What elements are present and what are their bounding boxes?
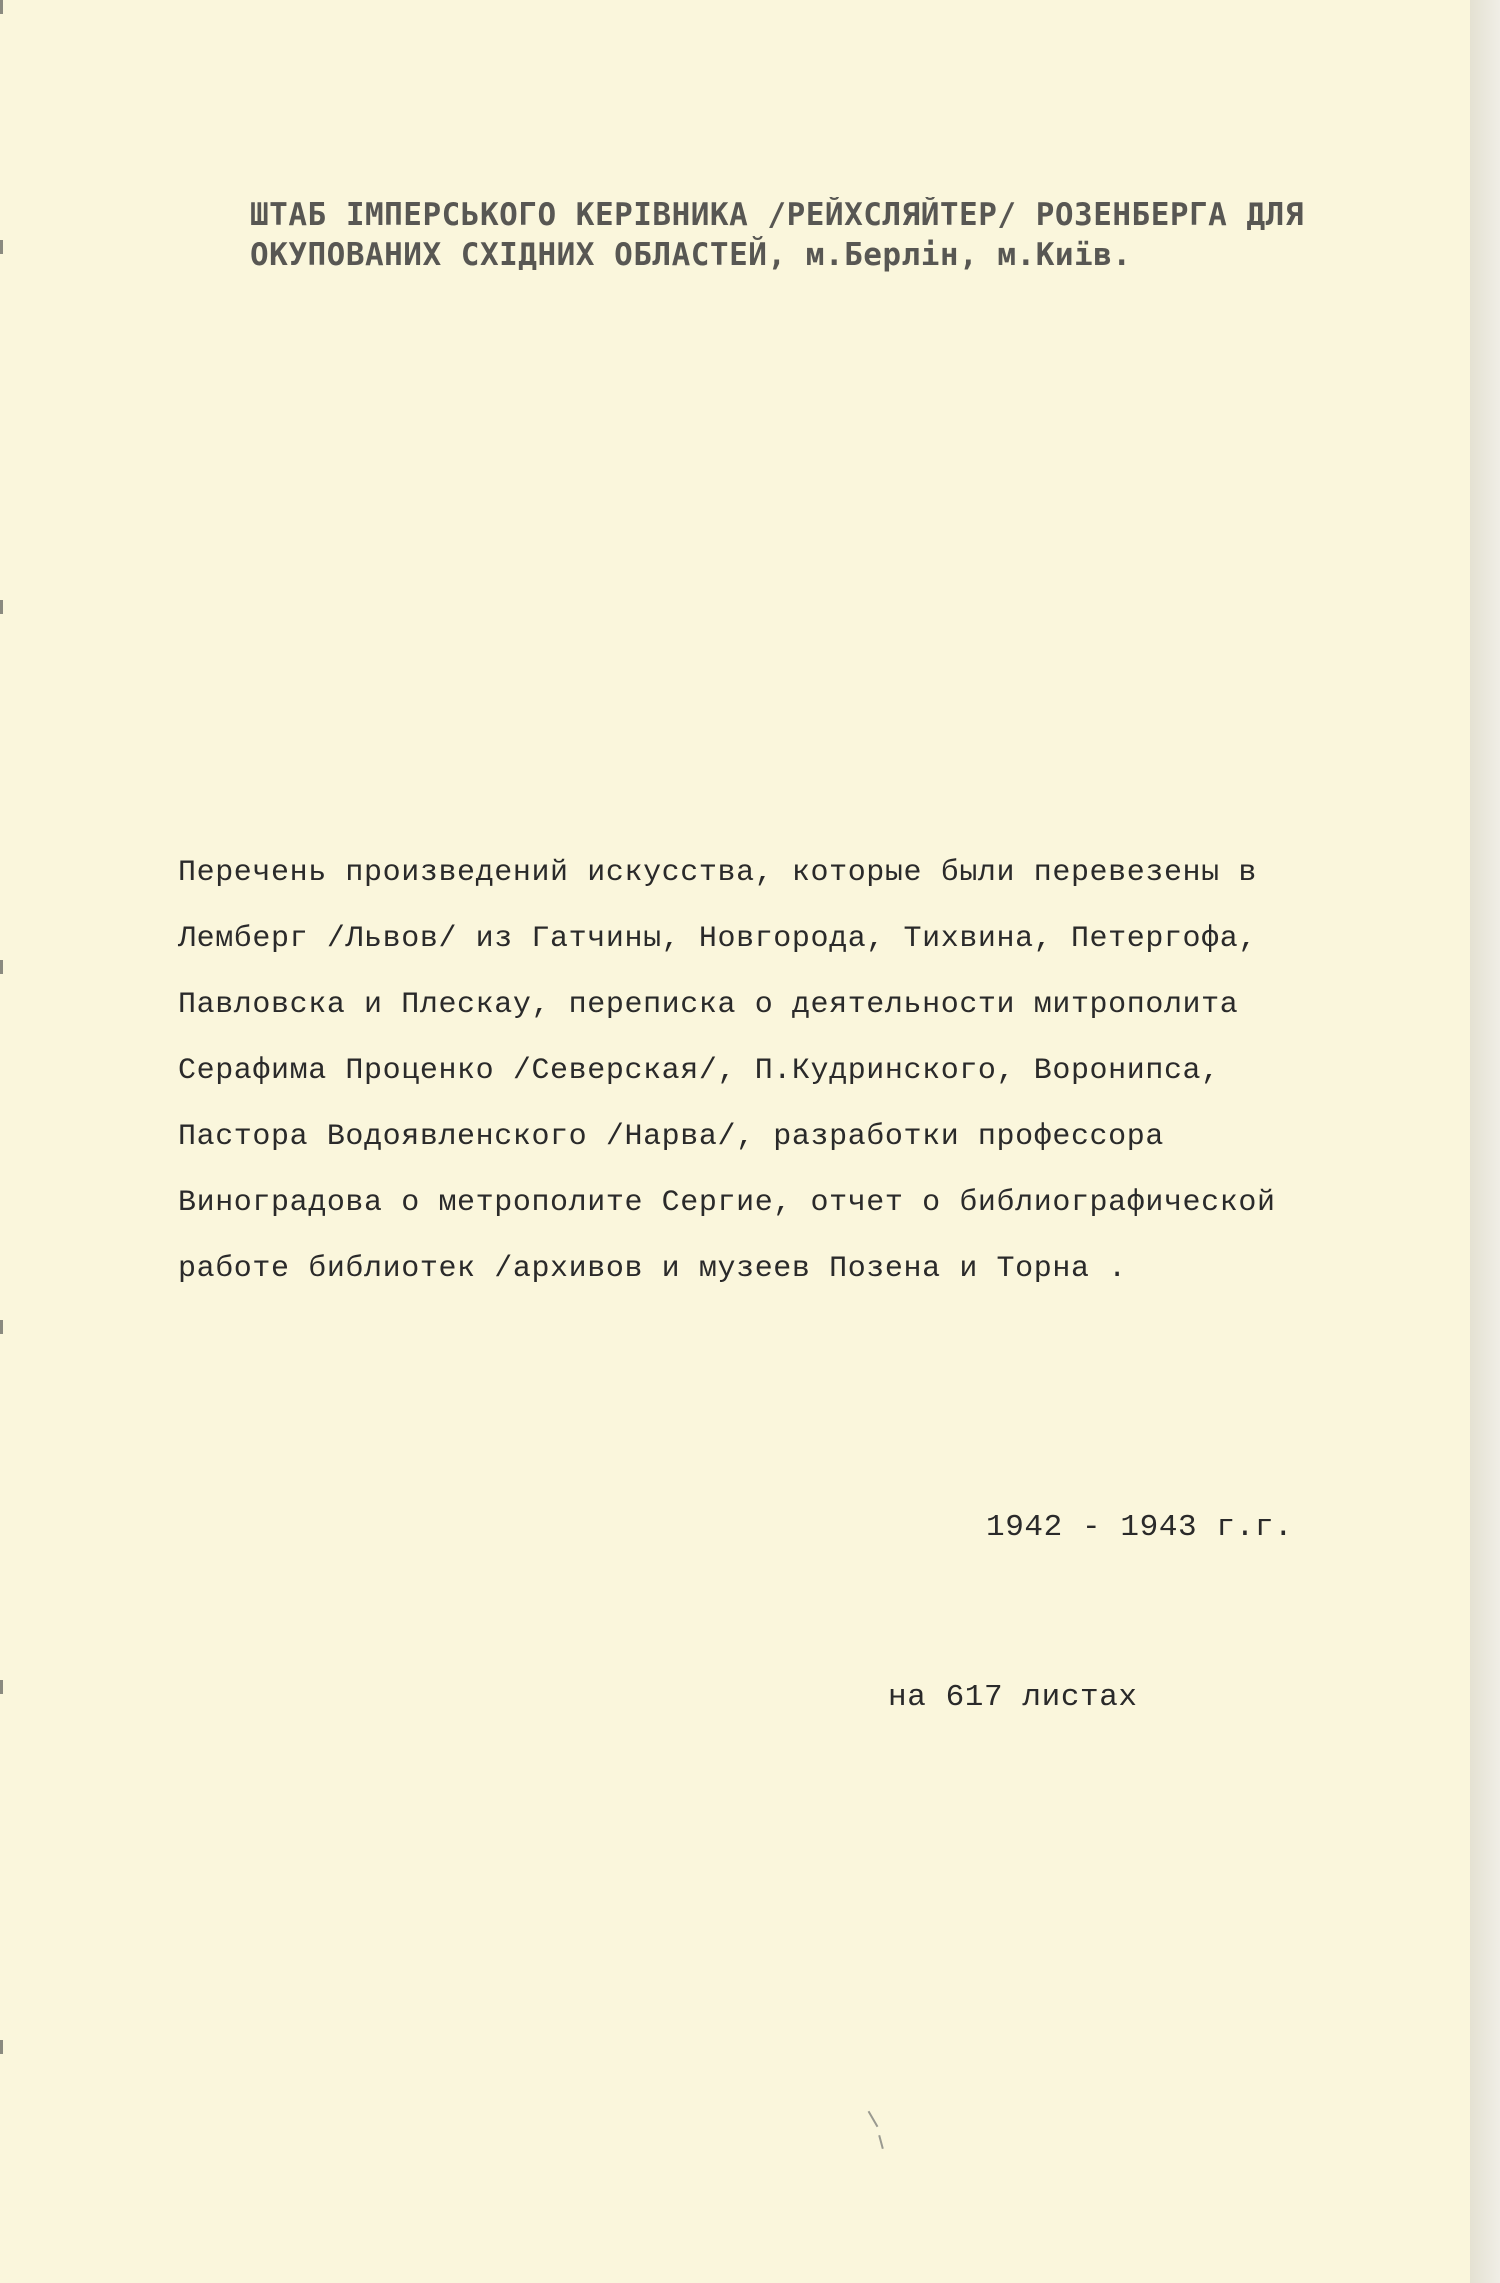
sheet-count: на 617 листах (888, 1680, 1138, 1715)
header-stamp (250, 195, 1380, 275)
margin-tick (0, 2040, 3, 2054)
description-line-2: Лемберг /Львов/ из Гатчины, Новгорода, Тихвина, Петергофа, (178, 922, 1257, 956)
margin-tick (0, 240, 3, 254)
margin-tick (0, 1680, 3, 1694)
description-line-6: Виноградова о метрополите Сергие, отчет о библиографической (178, 1186, 1276, 1220)
margin-tick (0, 0, 3, 14)
description-line-5: Пастора Водоявленского /Нарва/, разработки профессора (178, 1120, 1164, 1154)
description-line-4: Серафима Проценко /Северская/, П.Кудринского, Воронипса, (178, 1054, 1220, 1088)
margin-tick (0, 1320, 3, 1334)
description-line-7: работе библиотек /архивов и музеев Позена и Торна . (178, 1252, 1127, 1286)
margin-tick (0, 600, 3, 614)
description-line-3: Павловска и Плескау, переписка о деятельности митрополита (178, 988, 1239, 1022)
margin-tick (0, 960, 3, 974)
header-line-1: ШТАБ ІМПЕРСЬКОГО КЕРІВНИКА /РЕЙХСЛЯЙТЕР/ РОЗЕНБЕРГА ДЛЯ (250, 197, 1304, 233)
page-edge (1470, 0, 1500, 2283)
description-paragraph (178, 840, 1408, 1302)
date-range: 1942 - 1943 г.г. (986, 1510, 1294, 1545)
description-line-1: Перечень произведений искусства, которые были перевезены в (178, 856, 1257, 890)
pencil-mark (878, 2135, 884, 2149)
pencil-mark (868, 2111, 879, 2128)
header-line-2: ОКУПОВАНИХ СХІДНИХ ОБЛАСТЕЙ, м.Берлін, м.Київ. (250, 237, 1132, 273)
